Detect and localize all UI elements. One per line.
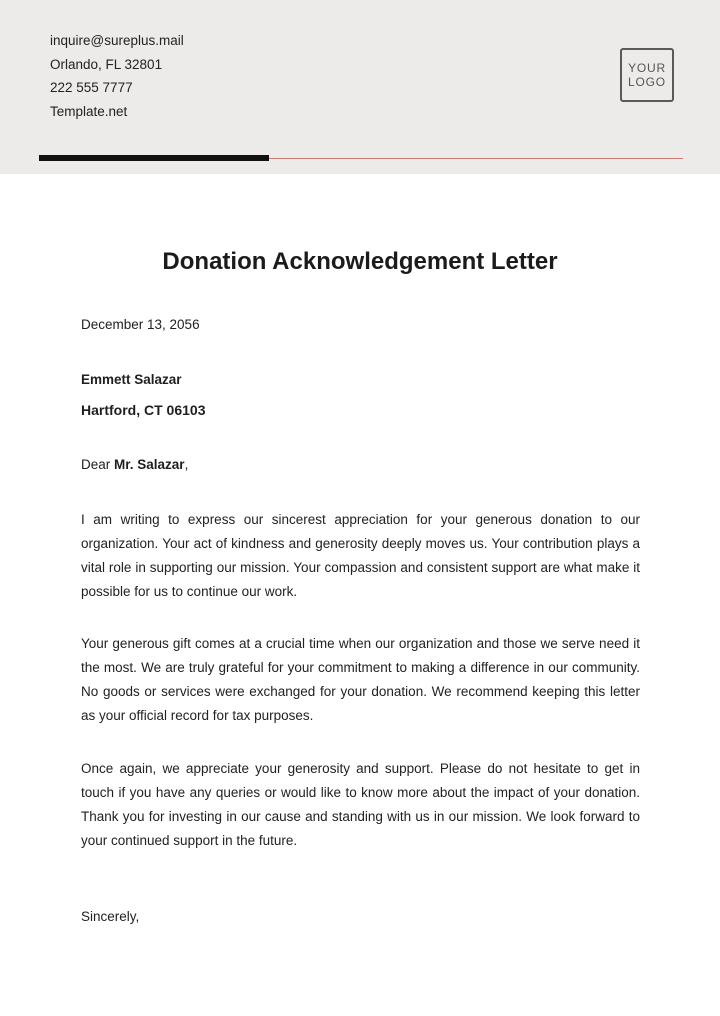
body-paragraph-2: Your generous gift comes at a crucial time when our organization and those we serve need it the most. We are truly grateful for your commitment to making a difference in our community. No goods or services were exchanged for your donation. We recommend keeping this letter as your official record for tax purposes. bbox=[81, 636, 640, 723]
salutation-suffix: , bbox=[184, 457, 189, 472]
logo-text-line2: LOGO bbox=[628, 75, 666, 89]
contact-website: Template.net bbox=[50, 103, 128, 119]
salutation-prefix: Dear bbox=[81, 457, 115, 472]
logo-placeholder bbox=[620, 48, 674, 102]
body-paragraph-1: I am writing to express our sincerest appreciation for your generous donation to our organization. Your act of kindness and generosity deeply moves us. Your contribution plays a vital role in supporting our mission. Your compassion and consistent support are what make it possible for us to continue our work. bbox=[81, 512, 640, 599]
contact-phone: 222 555 7777 bbox=[50, 80, 133, 95]
letterhead bbox=[0, 0, 720, 174]
recipient-address: Hartford, CT 06103 bbox=[81, 402, 206, 418]
contact-email: inquire@sureplus.mail bbox=[50, 33, 184, 48]
header-rule-thick bbox=[39, 155, 269, 161]
logo-text-line1: YOUR bbox=[628, 61, 666, 75]
salutation bbox=[81, 457, 188, 472]
contact-city: Orlando, FL 32801 bbox=[50, 56, 163, 72]
recipient-name: Emmett Salazar bbox=[81, 372, 182, 387]
header-rule-thin bbox=[269, 158, 683, 159]
salutation-name: Mr. Salazar bbox=[114, 457, 185, 472]
letter-date: December 13, 2056 bbox=[81, 317, 200, 332]
body-paragraph-3: Once again, we appreciate your generosity and support. Please do not hesitate to get in touch if you have any queries or would like to know more about the impact of your donation. Thank you for investing in our cause and standing with us in our mission. We look forward to your continued support in the future. bbox=[81, 761, 640, 848]
closing: Sincerely, bbox=[81, 909, 140, 924]
contact-block bbox=[50, 31, 184, 125]
letter-title: Donation Acknowledgement Letter bbox=[162, 248, 558, 275]
